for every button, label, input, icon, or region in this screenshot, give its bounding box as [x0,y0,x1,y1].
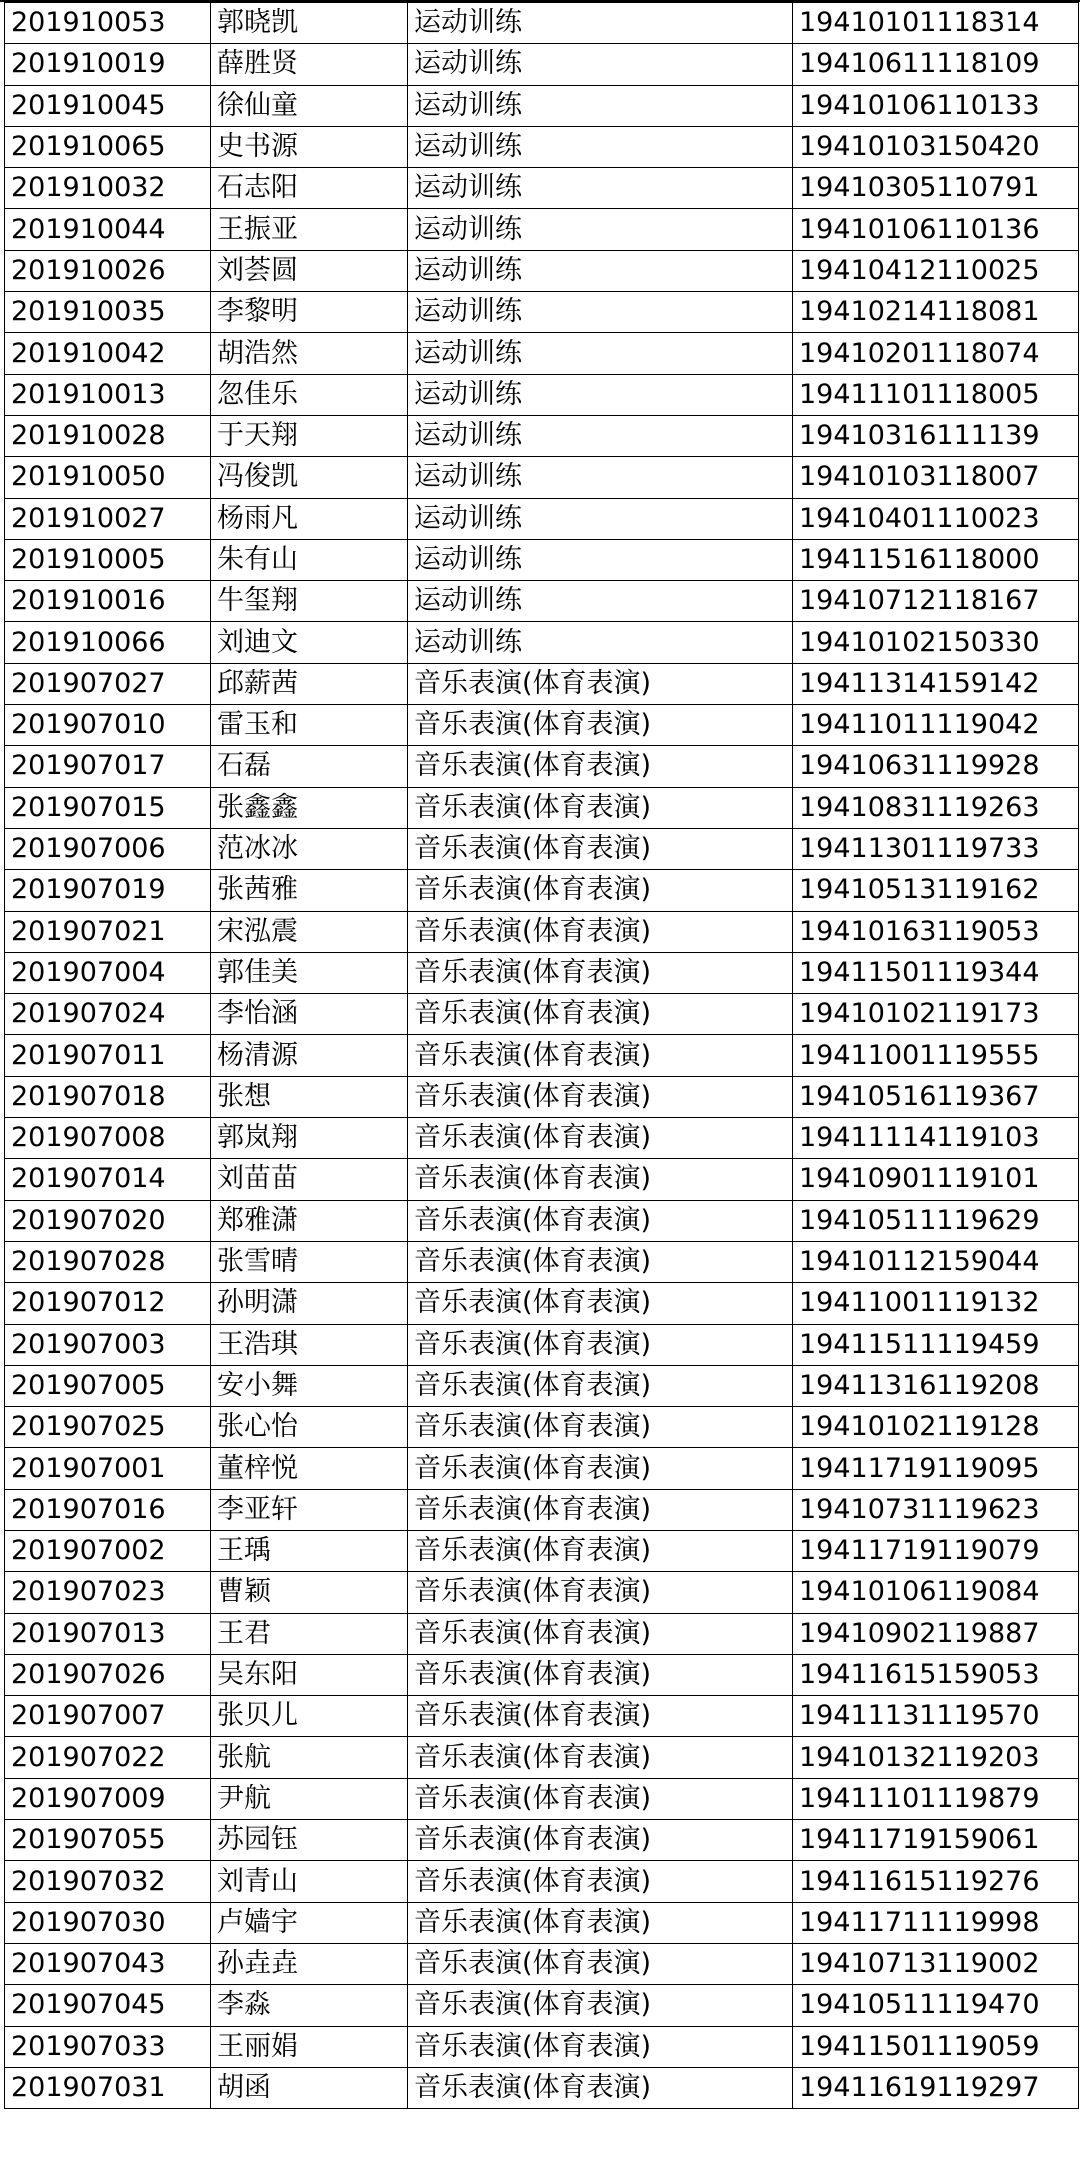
table-row [5,457,1079,498]
table-row [5,828,1079,869]
exam-number-cell[interactable]: 19410163119053 [793,911,1079,952]
name-cell[interactable]: 孙明潇 [211,1283,408,1324]
name-cell[interactable]: 苏园钰 [211,1820,408,1861]
major-cell[interactable]: 运动训练 [408,126,793,167]
name-cell[interactable]: 张航 [211,1737,408,1778]
table-row [5,622,1079,663]
student-id-cell[interactable]: 201907043 [5,1943,211,1984]
student-id-cell[interactable]: 201907014 [5,1159,211,1200]
major-cell[interactable]: 音乐表演(体育表演) [408,1902,793,1943]
table-row [5,1283,1079,1324]
major-cell[interactable]: 音乐表演(体育表演) [408,1365,793,1406]
major-cell[interactable]: 音乐表演(体育表演) [408,2067,793,2108]
table-row [5,498,1079,539]
student-id-cell[interactable]: 201907007 [5,1696,211,1737]
student-id-cell[interactable]: 201907006 [5,828,211,869]
major-cell[interactable]: 音乐表演(体育表演) [408,746,793,787]
exam-number-cell[interactable]: 19410611118109 [793,44,1079,85]
table-row [5,44,1079,85]
name-cell[interactable]: 雷玉和 [211,705,408,746]
major-cell[interactable]: 音乐表演(体育表演) [408,1737,793,1778]
table-row [5,2067,1079,2108]
exam-number-cell[interactable]: 19410106119084 [793,1572,1079,1613]
exam-number-cell[interactable]: 19411516118000 [793,539,1079,580]
major-cell[interactable]: 音乐表演(体育表演) [408,1159,793,1200]
exam-number-cell[interactable]: 19410902119887 [793,1613,1079,1654]
name-cell[interactable]: 吴东阳 [211,1654,408,1695]
name-cell[interactable]: 郭岚翔 [211,1118,408,1159]
student-id-cell[interactable]: 201907031 [5,2067,211,2108]
name-cell[interactable]: 于天翔 [211,415,408,456]
exam-number-cell[interactable]: 19410102119173 [793,994,1079,1035]
name-cell[interactable]: 卢嫱宇 [211,1902,408,1943]
name-cell[interactable]: 薛胜贤 [211,44,408,85]
table-row [5,1613,1079,1654]
exam-number-cell[interactable]: 19410132119203 [793,1737,1079,1778]
exam-number-cell[interactable]: 19411131119570 [793,1696,1079,1737]
major-cell[interactable]: 音乐表演(体育表演) [408,1324,793,1365]
student-id-cell[interactable]: 201907015 [5,787,211,828]
student-id-cell[interactable]: 201907009 [5,1778,211,1819]
major-cell[interactable]: 音乐表演(体育表演) [408,1654,793,1695]
table-row [5,1820,1079,1861]
major-cell[interactable]: 音乐表演(体育表演) [408,1448,793,1489]
exam-number-cell[interactable]: 19411501119344 [793,952,1079,993]
name-cell[interactable]: 徐仙童 [211,85,408,126]
exam-number-cell[interactable]: 19410513119162 [793,870,1079,911]
exam-number-cell[interactable]: 19410101118314 [793,3,1079,44]
major-cell[interactable]: 音乐表演(体育表演) [408,1530,793,1571]
table-row [5,1530,1079,1571]
exam-number-cell[interactable]: 19411101118005 [793,374,1079,415]
name-cell[interactable]: 刘荟圆 [211,250,408,291]
student-id-cell[interactable]: 201907055 [5,1820,211,1861]
table-row [5,1035,1079,1076]
table-row [5,333,1079,374]
exam-number-cell[interactable]: 19410713119002 [793,1943,1079,1984]
table-row [5,1737,1079,1778]
table-row [5,1448,1079,1489]
name-cell[interactable]: 李怡涵 [211,994,408,1035]
exam-number-cell[interactable]: 19411615119276 [793,1861,1079,1902]
name-cell[interactable]: 李淼 [211,1985,408,2026]
student-id-cell[interactable]: 201907018 [5,1076,211,1117]
student-id-cell[interactable]: 201910032 [5,168,211,209]
name-cell[interactable]: 安小舞 [211,1365,408,1406]
table-row [5,705,1079,746]
name-cell[interactable]: 王浩琪 [211,1324,408,1365]
major-cell[interactable]: 音乐表演(体育表演) [408,952,793,993]
major-cell[interactable]: 运动训练 [408,539,793,580]
exam-number-cell[interactable]: 19410401110023 [793,498,1079,539]
major-cell[interactable]: 运动训练 [408,168,793,209]
student-id-cell[interactable]: 201910035 [5,292,211,333]
exam-number-cell[interactable]: 19411001119555 [793,1035,1079,1076]
table-row [5,1696,1079,1737]
exam-number-cell[interactable]: 19410112159044 [793,1241,1079,1282]
table-body [5,3,1079,2109]
major-cell[interactable]: 音乐表演(体育表演) [408,1076,793,1117]
name-cell[interactable]: 孙垚垚 [211,1943,408,1984]
table-row [5,250,1079,291]
exam-number-cell[interactable]: 19410201118074 [793,333,1079,374]
name-cell[interactable]: 郭晓凯 [211,3,408,44]
student-id-cell[interactable]: 201907003 [5,1324,211,1365]
exam-number-cell[interactable]: 19410103150420 [793,126,1079,167]
name-cell[interactable]: 郭佳美 [211,952,408,993]
major-cell[interactable]: 音乐表演(体育表演) [408,994,793,1035]
table-row [5,292,1079,333]
table-row [5,1159,1079,1200]
exam-number-cell[interactable]: 19411511119459 [793,1324,1079,1365]
student-id-cell[interactable]: 201907032 [5,1861,211,1902]
student-id-cell[interactable]: 201907033 [5,2026,211,2067]
exam-number-cell[interactable]: 19411101119879 [793,1778,1079,1819]
student-id-cell[interactable]: 201907024 [5,994,211,1035]
student-id-cell[interactable]: 201910045 [5,85,211,126]
major-cell[interactable]: 运动训练 [408,85,793,126]
major-cell[interactable]: 音乐表演(体育表演) [408,663,793,704]
student-id-cell[interactable]: 201907016 [5,1489,211,1530]
major-cell[interactable]: 运动训练 [408,457,793,498]
table-row [5,3,1079,44]
table-row [5,1985,1079,2026]
major-cell[interactable]: 运动训练 [408,44,793,85]
name-cell[interactable]: 石磊 [211,746,408,787]
student-id-cell[interactable]: 201907023 [5,1572,211,1613]
student-id-cell[interactable]: 201910065 [5,126,211,167]
name-cell[interactable]: 张茜雅 [211,870,408,911]
student-id-cell[interactable]: 201910005 [5,539,211,580]
major-cell[interactable]: 运动训练 [408,209,793,250]
exam-number-cell[interactable]: 19410631119928 [793,746,1079,787]
major-cell[interactable]: 运动训练 [408,415,793,456]
name-cell[interactable]: 刘苗苗 [211,1159,408,1200]
major-cell[interactable]: 音乐表演(体育表演) [408,1241,793,1282]
exam-number-cell[interactable]: 19410831119263 [793,787,1079,828]
name-cell[interactable]: 邱薪茜 [211,663,408,704]
student-id-cell[interactable]: 201907005 [5,1365,211,1406]
student-id-cell[interactable]: 201907013 [5,1613,211,1654]
exam-number-cell[interactable]: 19410214118081 [793,292,1079,333]
table-row [5,581,1079,622]
table-row [5,663,1079,704]
exam-number-cell[interactable]: 19411615159053 [793,1654,1079,1695]
table-row [5,1118,1079,1159]
major-cell[interactable]: 音乐表演(体育表演) [408,2026,793,2067]
student-id-cell[interactable]: 201910019 [5,44,211,85]
major-cell[interactable]: 音乐表演(体育表演) [408,1200,793,1241]
major-cell[interactable]: 运动训练 [408,250,793,291]
exam-number-cell[interactable]: 19411719159061 [793,1820,1079,1861]
major-cell[interactable]: 音乐表演(体育表演) [408,1861,793,1902]
table-row [5,126,1079,167]
name-cell[interactable]: 王瑀 [211,1530,408,1571]
student-id-cell[interactable]: 201907030 [5,1902,211,1943]
table-row [5,539,1079,580]
exam-number-cell[interactable]: 19410102150330 [793,622,1079,663]
exam-number-cell[interactable]: 19410712118167 [793,581,1079,622]
table-row [5,870,1079,911]
name-cell[interactable]: 朱有山 [211,539,408,580]
name-cell[interactable]: 王君 [211,1613,408,1654]
name-cell[interactable]: 牛玺翔 [211,581,408,622]
exam-number-cell[interactable]: 19410316111139 [793,415,1079,456]
student-id-cell[interactable]: 201907019 [5,870,211,911]
table-row [5,2026,1079,2067]
student-id-cell[interactable]: 201907017 [5,746,211,787]
student-id-cell[interactable]: 201910026 [5,250,211,291]
name-cell[interactable]: 张贝儿 [211,1696,408,1737]
student-id-cell[interactable]: 201910044 [5,209,211,250]
student-id-cell[interactable]: 201907027 [5,663,211,704]
exam-number-cell[interactable]: 19410106110133 [793,85,1079,126]
exam-number-cell[interactable]: 19410731119623 [793,1489,1079,1530]
table-row [5,1076,1079,1117]
name-cell[interactable]: 李黎明 [211,292,408,333]
major-cell[interactable]: 音乐表演(体育表演) [408,705,793,746]
table-row [5,1324,1079,1365]
name-cell[interactable]: 胡函 [211,2067,408,2108]
major-cell[interactable]: 运动训练 [408,498,793,539]
table-row [5,374,1079,415]
student-id-cell[interactable]: 201907010 [5,705,211,746]
exam-number-cell[interactable]: 19410516119367 [793,1076,1079,1117]
exam-number-cell[interactable]: 19410412110025 [793,250,1079,291]
student-id-cell[interactable]: 201910053 [5,3,211,44]
student-id-cell[interactable]: 201907020 [5,1200,211,1241]
student-id-cell[interactable]: 201907011 [5,1035,211,1076]
student-id-cell[interactable]: 201907028 [5,1241,211,1282]
table-row [5,1902,1079,1943]
exam-number-cell[interactable]: 19410511119629 [793,1200,1079,1241]
table-row [5,1943,1079,1984]
major-cell[interactable]: 音乐表演(体育表演) [408,1572,793,1613]
table-row [5,1572,1079,1613]
student-id-cell[interactable]: 201907026 [5,1654,211,1695]
name-cell[interactable]: 史书源 [211,126,408,167]
major-cell[interactable]: 音乐表演(体育表演) [408,1613,793,1654]
major-cell[interactable]: 音乐表演(体育表演) [408,1985,793,2026]
student-id-cell[interactable]: 201910013 [5,374,211,415]
table-row [5,1241,1079,1282]
major-cell[interactable]: 运动训练 [408,333,793,374]
student-id-cell[interactable]: 201907025 [5,1407,211,1448]
student-id-cell[interactable]: 201907002 [5,1530,211,1571]
exam-number-cell[interactable]: 19411316119208 [793,1365,1079,1406]
name-cell[interactable]: 宋泓震 [211,911,408,952]
name-cell[interactable]: 冯俊凯 [211,457,408,498]
table-row [5,1489,1079,1530]
table-row [5,911,1079,952]
name-cell[interactable]: 李亚轩 [211,1489,408,1530]
major-cell[interactable]: 运动训练 [408,292,793,333]
table-row [5,952,1079,993]
table-row [5,168,1079,209]
exam-number-cell[interactable]: 19410103118007 [793,457,1079,498]
major-cell[interactable]: 音乐表演(体育表演) [408,1283,793,1324]
table-row [5,85,1079,126]
major-cell[interactable]: 音乐表演(体育表演) [408,1943,793,1984]
table-row [5,1200,1079,1241]
exam-number-cell[interactable]: 19411114119103 [793,1118,1079,1159]
table-row [5,1654,1079,1695]
major-cell[interactable]: 音乐表演(体育表演) [408,1407,793,1448]
exam-number-cell[interactable]: 19411301119733 [793,828,1079,869]
name-cell[interactable]: 郑雅潇 [211,1200,408,1241]
table-row [5,1365,1079,1406]
name-cell[interactable]: 董梓悦 [211,1448,408,1489]
exam-number-cell[interactable]: 19411719119095 [793,1448,1079,1489]
table-row [5,1407,1079,1448]
major-cell[interactable]: 运动训练 [408,374,793,415]
exam-number-cell[interactable]: 19411001119132 [793,1283,1079,1324]
student-id-cell[interactable]: 201910028 [5,415,211,456]
student-id-cell[interactable]: 201907045 [5,1985,211,2026]
major-cell[interactable]: 音乐表演(体育表演) [408,1820,793,1861]
exam-number-cell[interactable]: 19410102119128 [793,1407,1079,1448]
major-cell[interactable]: 音乐表演(体育表演) [408,787,793,828]
major-cell[interactable]: 运动训练 [408,622,793,663]
student-id-cell[interactable]: 201907021 [5,911,211,952]
name-cell[interactable]: 王振亚 [211,209,408,250]
table-row [5,209,1079,250]
exam-number-cell[interactable]: 19411011119042 [793,705,1079,746]
student-id-cell[interactable]: 201907001 [5,1448,211,1489]
table-row [5,415,1079,456]
table-row [5,994,1079,1035]
exam-number-cell[interactable]: 19411711119998 [793,1902,1079,1943]
major-cell[interactable]: 音乐表演(体育表演) [408,1778,793,1819]
name-cell[interactable]: 张想 [211,1076,408,1117]
name-cell[interactable]: 张心怡 [211,1407,408,1448]
name-cell[interactable]: 胡浩然 [211,333,408,374]
major-cell[interactable]: 音乐表演(体育表演) [408,870,793,911]
student-table [4,2,1079,2109]
major-cell[interactable]: 音乐表演(体育表演) [408,911,793,952]
major-cell[interactable]: 音乐表演(体育表演) [408,1035,793,1076]
student-id-cell[interactable]: 201910066 [5,622,211,663]
major-cell[interactable]: 音乐表演(体育表演) [408,1489,793,1530]
name-cell[interactable]: 张鑫鑫 [211,787,408,828]
name-cell[interactable]: 忽佳乐 [211,374,408,415]
student-id-cell[interactable]: 201907008 [5,1118,211,1159]
name-cell[interactable]: 刘迪文 [211,622,408,663]
table-row [5,1778,1079,1819]
name-cell[interactable]: 范冰冰 [211,828,408,869]
name-cell[interactable]: 刘青山 [211,1861,408,1902]
table-row [5,1861,1079,1902]
exam-number-cell[interactable]: 19411719119079 [793,1530,1079,1571]
major-cell[interactable]: 运动训练 [408,581,793,622]
name-cell[interactable]: 王丽娟 [211,2026,408,2067]
name-cell[interactable]: 石志阳 [211,168,408,209]
student-id-cell[interactable]: 201907004 [5,952,211,993]
name-cell[interactable]: 杨雨凡 [211,498,408,539]
major-cell[interactable]: 运动训练 [408,3,793,44]
name-cell[interactable]: 尹航 [211,1778,408,1819]
student-id-cell[interactable]: 201910016 [5,581,211,622]
exam-number-cell[interactable]: 19410305110791 [793,168,1079,209]
exam-number-cell[interactable]: 19410106110136 [793,209,1079,250]
student-id-cell[interactable]: 201907012 [5,1283,211,1324]
major-cell[interactable]: 音乐表演(体育表演) [408,1696,793,1737]
table-row [5,787,1079,828]
student-id-cell[interactable]: 201910042 [5,333,211,374]
exam-number-cell[interactable]: 19411314159142 [793,663,1079,704]
name-cell[interactable]: 杨清源 [211,1035,408,1076]
exam-number-cell[interactable]: 19411501119059 [793,2026,1079,2067]
major-cell[interactable]: 音乐表演(体育表演) [408,1118,793,1159]
major-cell[interactable]: 音乐表演(体育表演) [408,828,793,869]
table-row [5,746,1079,787]
student-id-cell[interactable]: 201907022 [5,1737,211,1778]
exam-number-cell[interactable]: 19410901119101 [793,1159,1079,1200]
student-id-cell[interactable]: 201910050 [5,457,211,498]
name-cell[interactable]: 张雪晴 [211,1241,408,1282]
exam-number-cell[interactable]: 19411619119297 [793,2067,1079,2108]
student-id-cell[interactable]: 201910027 [5,498,211,539]
name-cell[interactable]: 曹颖 [211,1572,408,1613]
exam-number-cell[interactable]: 19410511119470 [793,1985,1079,2026]
